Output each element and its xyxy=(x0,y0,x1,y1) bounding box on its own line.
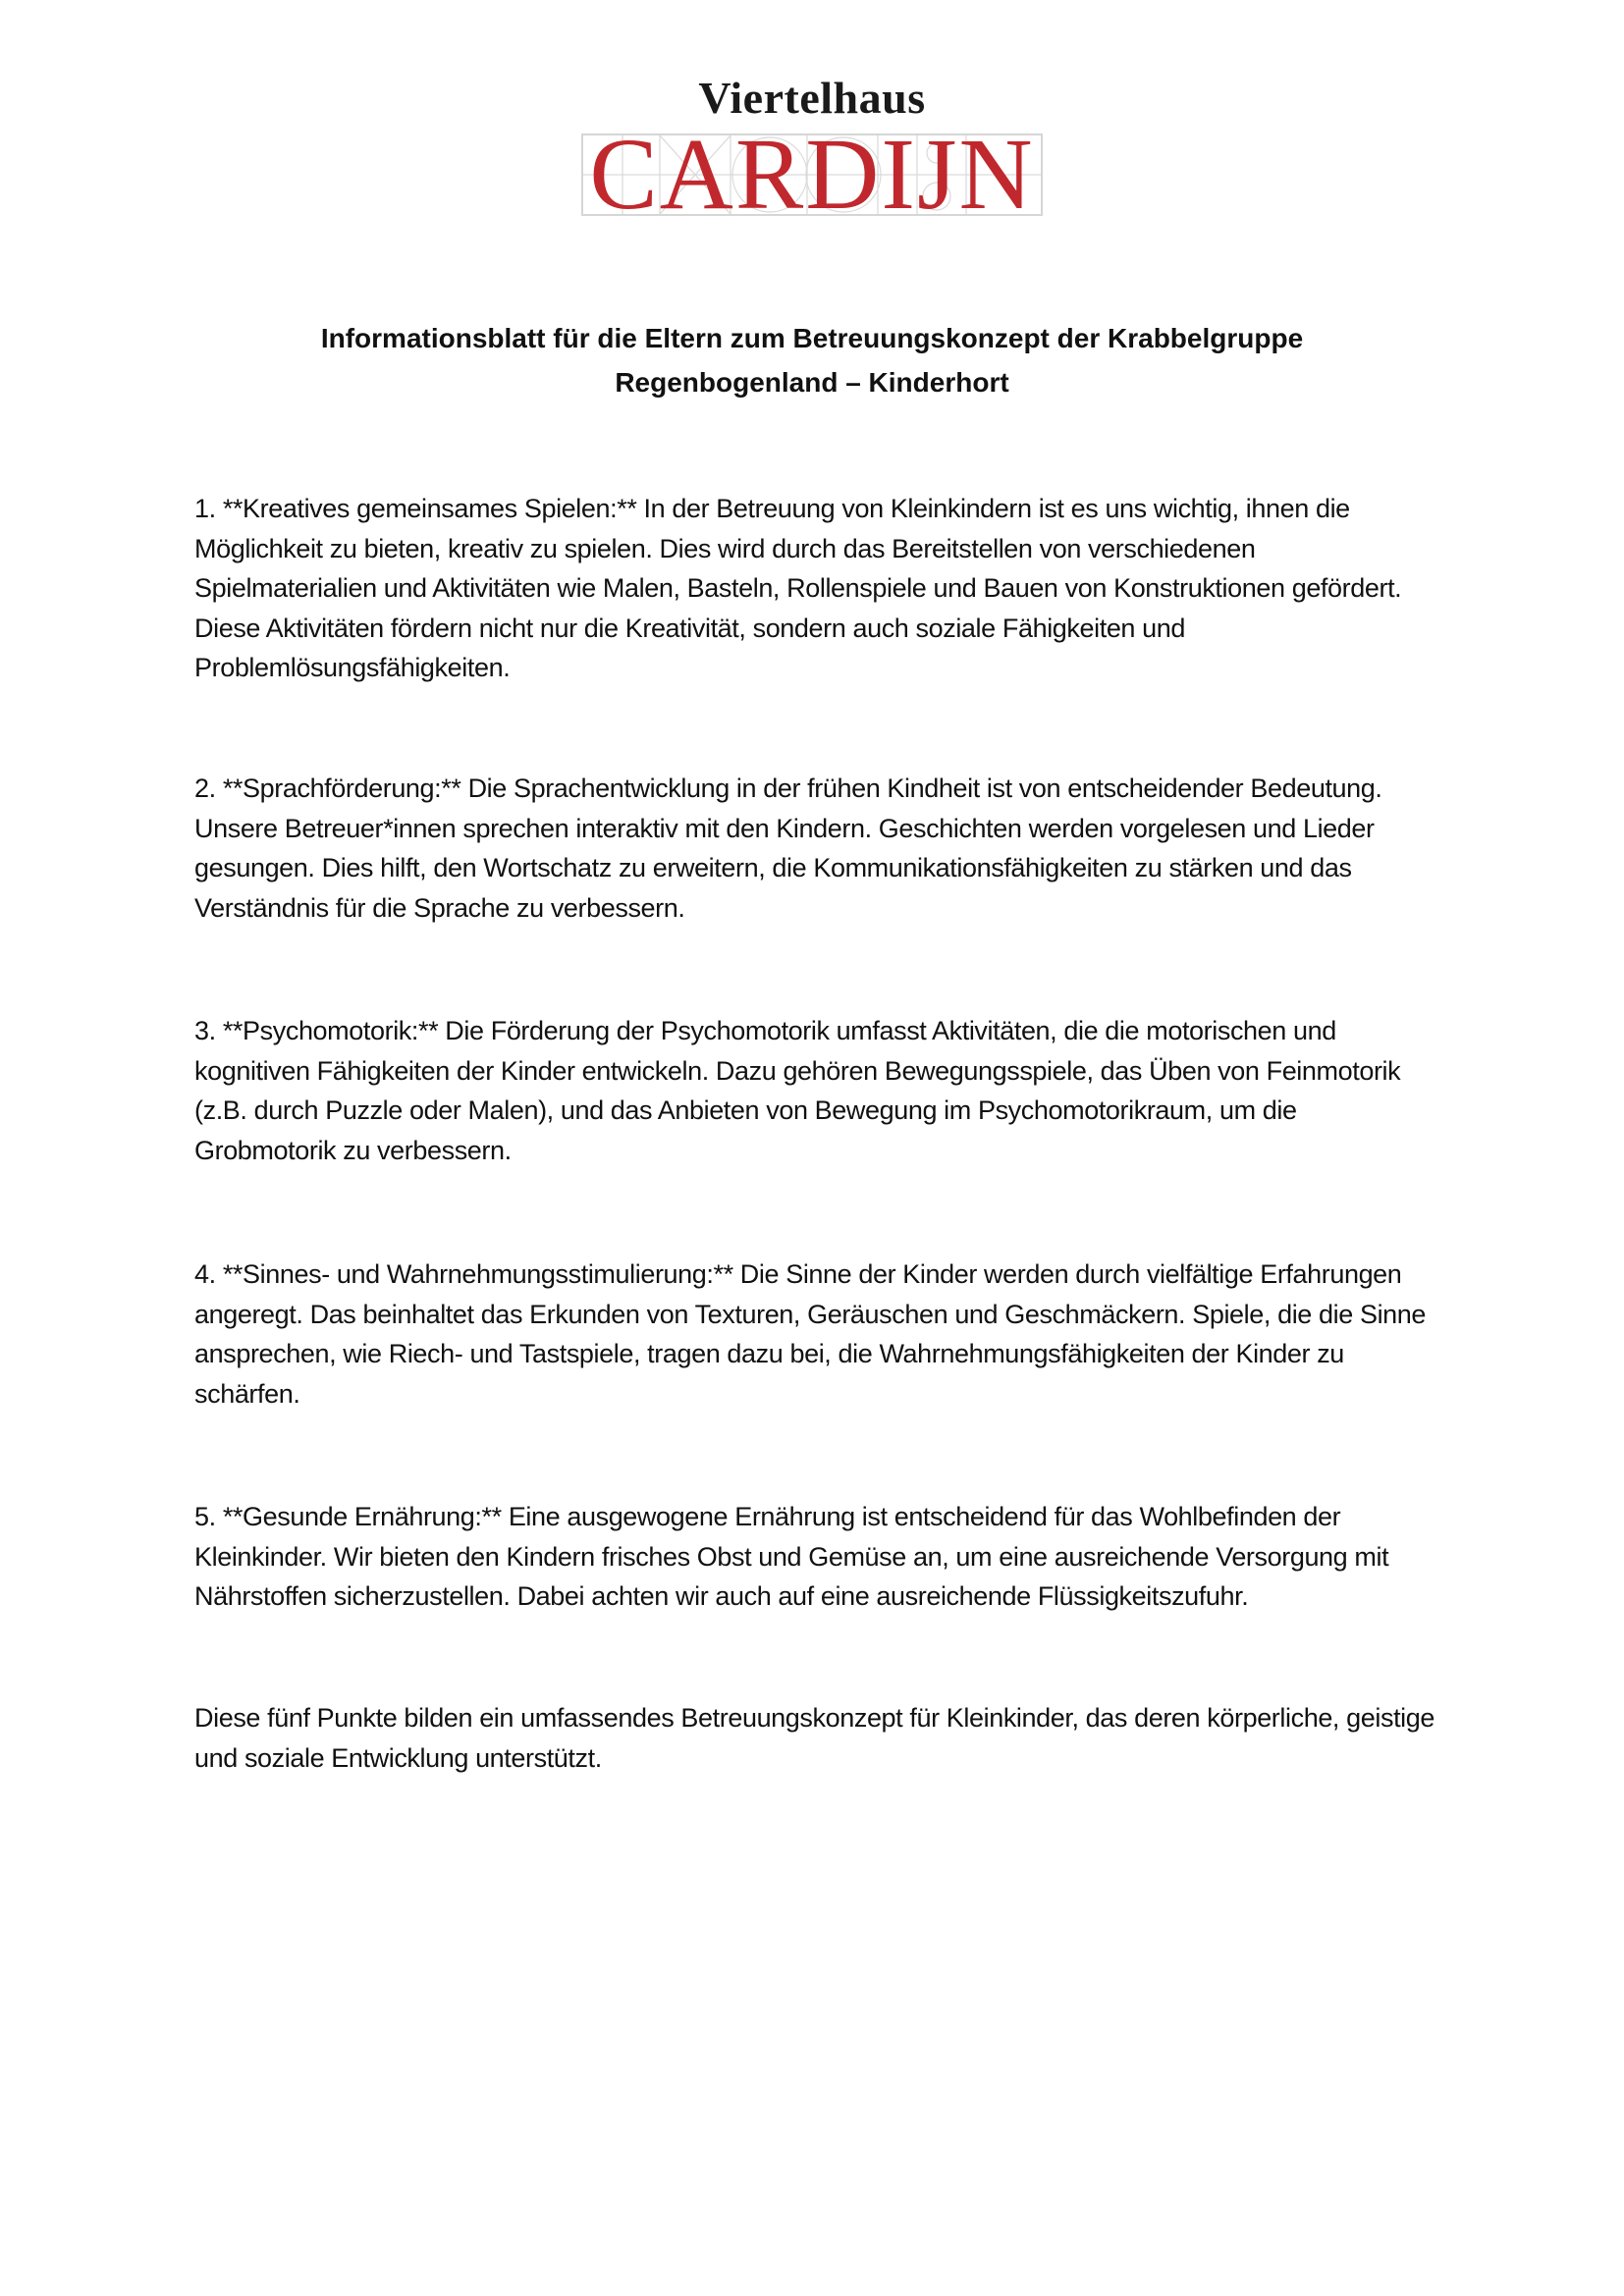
logo-main-text: CARDIJN xyxy=(589,118,1035,231)
logo-wordmark xyxy=(581,118,1043,231)
paragraph-sprachfoerderung: 2. **Sprachförderung:** Die Sprachentwicklung in der frühen Kindheit ist von entscheidender Bedeutung. Unsere Betreuer*innen sprechen interaktiv mit den Kindern. Geschichten werden vorgelesen und Lieder gesungen. Dies hilft, den Wortschatz zu erweitern, die Kommunikationsfähigkeiten zu stärken und das Verständnis für die Sprache zu verbessern. xyxy=(194,774,1382,923)
title-line-2: Regenbogenland – Kinderhort xyxy=(615,367,1009,398)
paragraph-ernaehrung: 5. **Gesunde Ernährung:** Eine ausgewogene Ernährung ist entscheidend für das Wohlbefinden der Kleinkinder. Wir bieten den Kindern frisches Obst und Gemüse an, um eine ausreichende Versorgung mit Nährstoffen sicherzustellen. Dabei achten wir auch auf eine ausreichende Flüssigkeitszufuhr. xyxy=(194,1502,1389,1611)
paragraph-psychomotorik: 3. **Psychomotorik:** Die Förderung der Psychomotorik umfasst Aktivitäten, die die motorischen und kognitiven Fähigkeiten der Kinder entwickeln. Dazu gehören Bewegungsspiele, das Üben von Feinmotorik (z.B. durch Puzzle oder Malen), und das Anbieten von Bewegung im Psychomotorikraum, um die Grobmotorik zu verbessern. xyxy=(194,1016,1401,1165)
paragraph-kreatives-spielen: 1. **Kreatives gemeinsames Spielen:** In der Betreuung von Kleinkindern ist es uns wichtig, ihnen die Möglichkeit zu bieten, kreativ zu spielen. Dies wird durch das Bereitstellen von verschiedenen Spielmaterialien und Aktivitäten wie Malen, Basteln, Rollenspiele und Bauen von Konstruktionen gefördert. Diese Aktivitäten fördern nicht nur die Kreativität, sondern auch soziale Fähigkeiten und Problemlösungsfähigkeiten. xyxy=(194,494,1402,682)
paragraph-fazit: Diese fünf Punkte bilden ein umfassendes Betreuungskonzept für Kleinkinder, das deren körperliche, geistige und soziale Entwicklung unterstützt. xyxy=(194,1703,1435,1773)
title-line-1: Informationsblatt für die Eltern zum Betreuungskonzept der Krabbelgruppe xyxy=(320,323,1304,353)
logo-top-text: Viertelhaus xyxy=(698,73,926,123)
page-title xyxy=(0,316,1624,404)
logo xyxy=(0,69,1624,231)
paragraph-sinnesstimulierung: 4. **Sinnes- und Wahrnehmungsstimulierung:** Die Sinne der Kinder werden durch vielfältige Erfahrungen angeregt. Das beinhaltet das Erkunden von Texturen, Geräuschen und Geschmäckern. Spiele, die die Sinne ansprechen, wie Riech- und Tastspiele, tragen dazu bei, die Wahrnehmungsfähigkeiten der Kinder zu schärfen. xyxy=(194,1259,1427,1409)
